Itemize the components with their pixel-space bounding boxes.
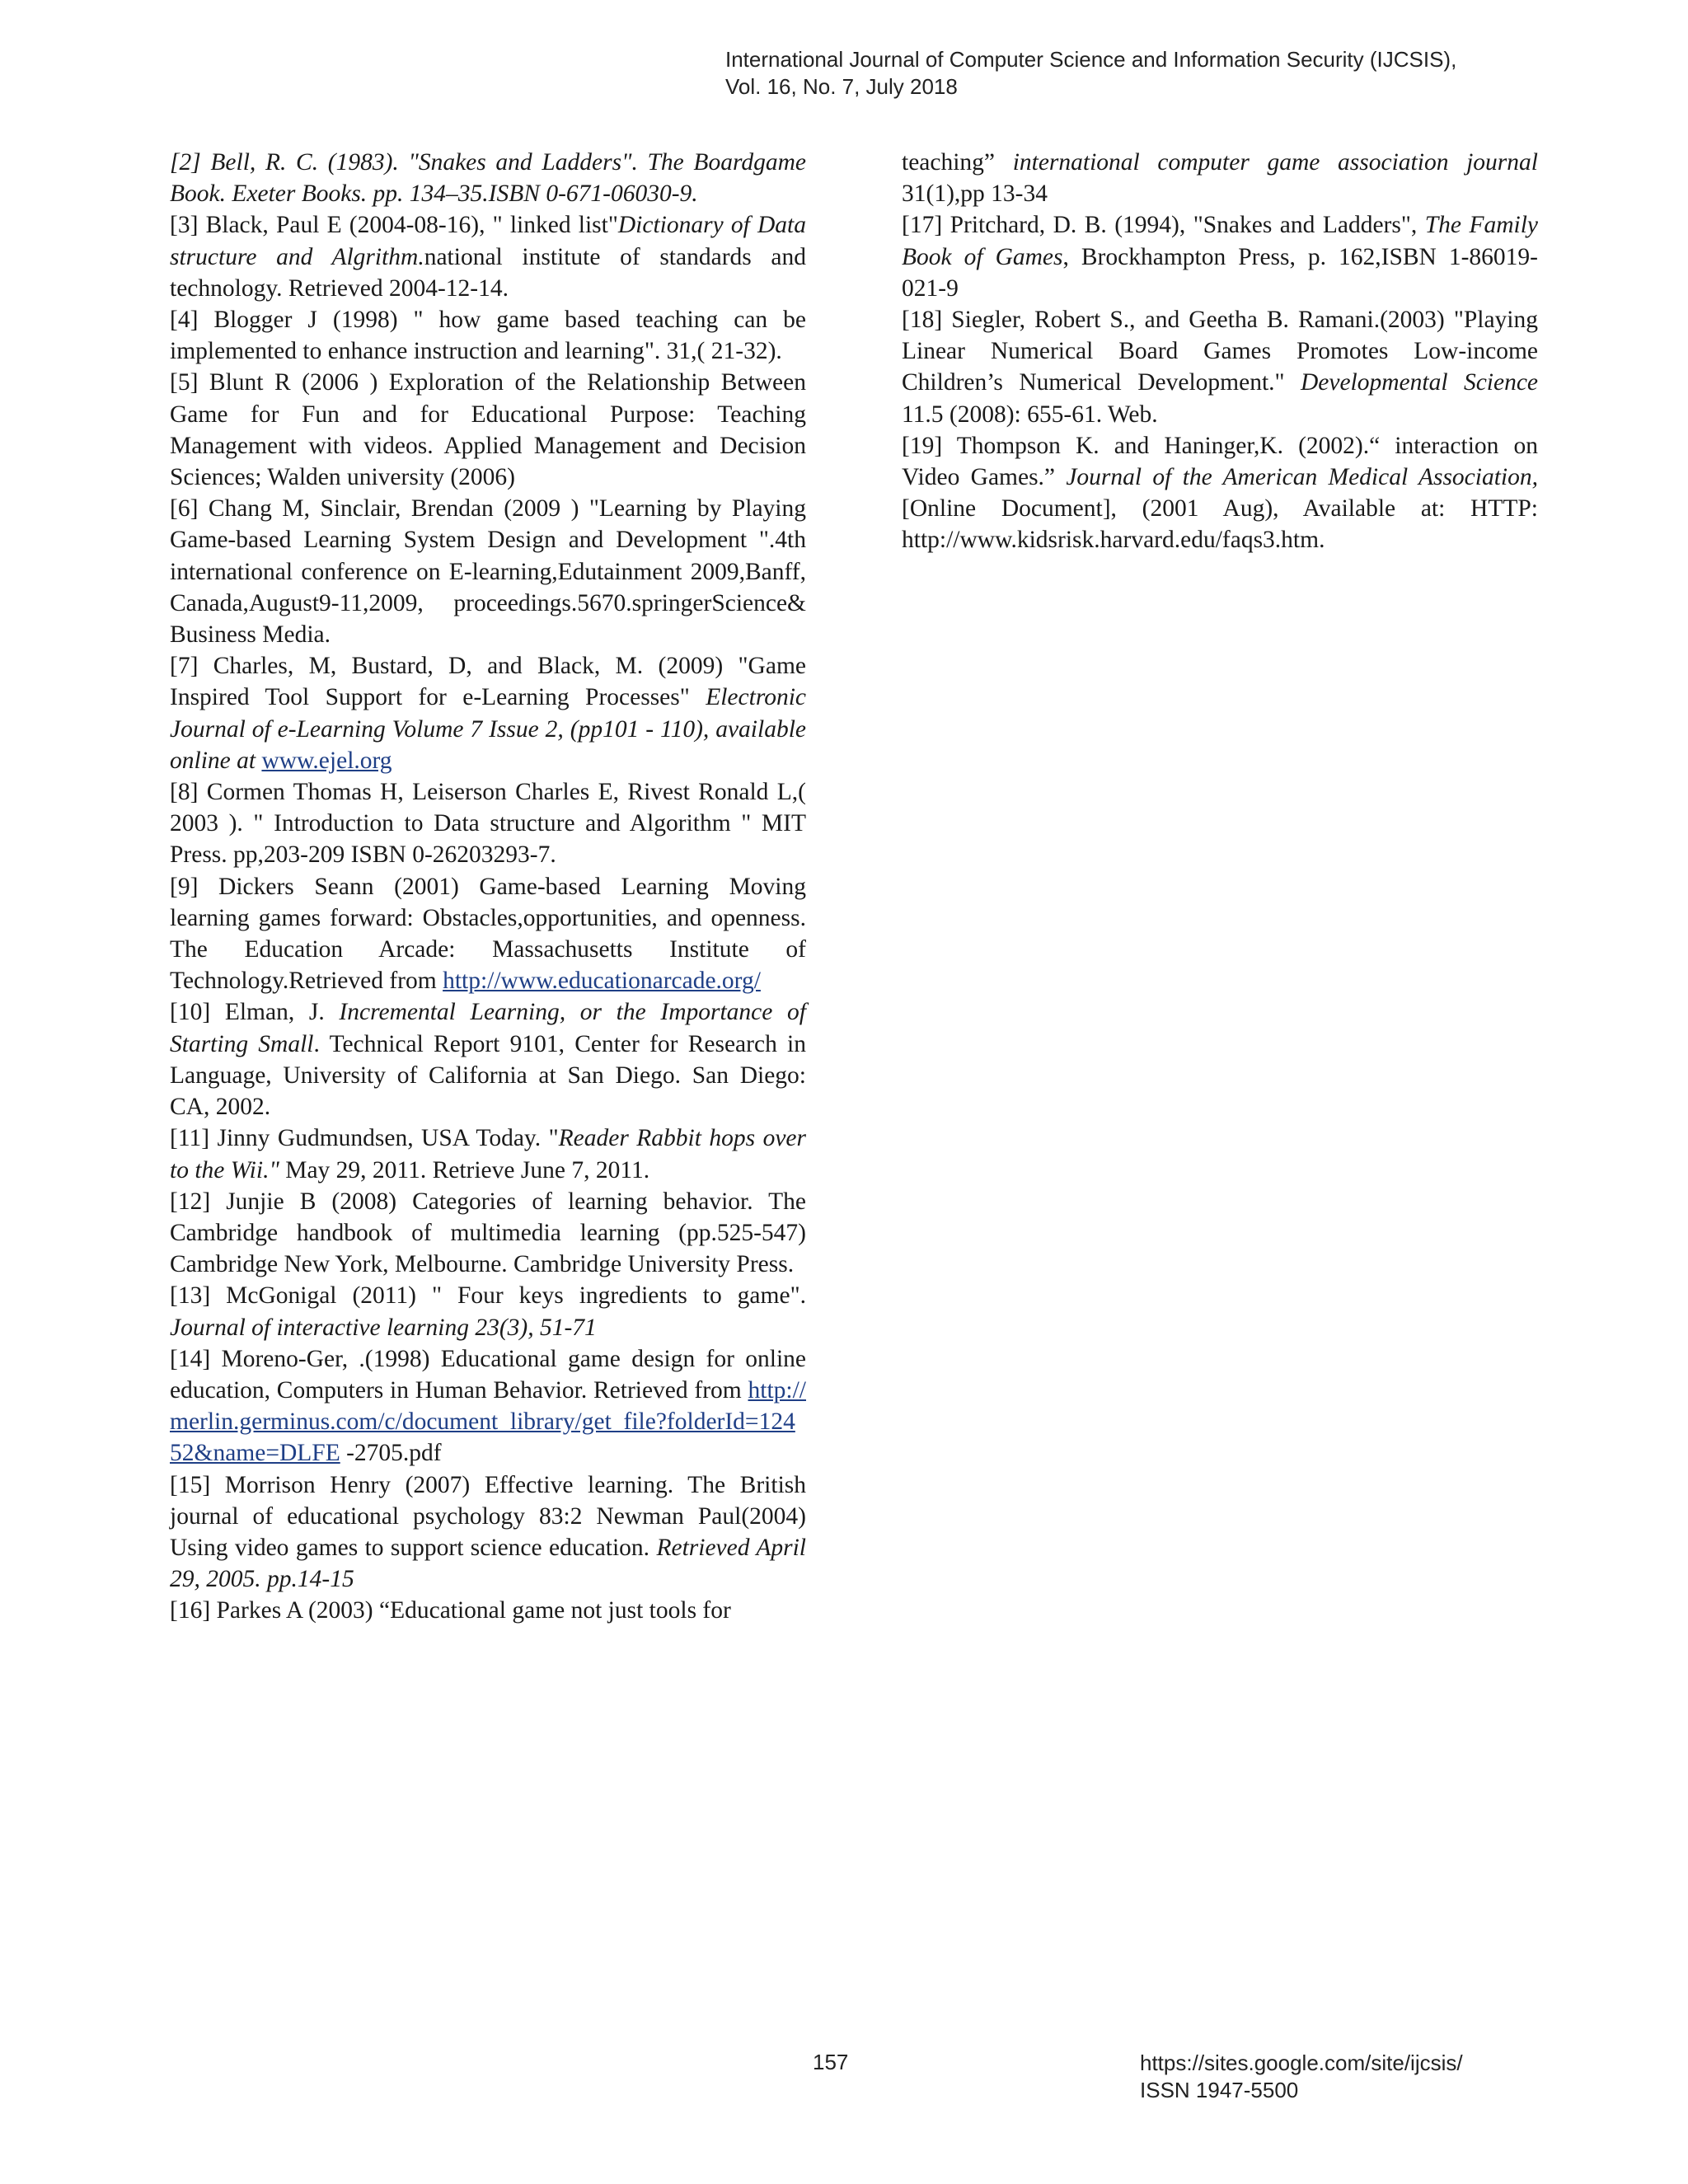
journal-header	[725, 46, 1456, 101]
reference-6: [6] Chang M, Sinclair, Brendan (2009 ) "Learning by Playing Game-based Learning System Design and Development ".4th international conference on E-learning,Edutainment 2009,Banff, Canada,August9-11,2009, proceedings.5670.springerScience& Business Media.	[170, 495, 806, 649]
page-number: 157	[813, 2050, 849, 2074]
reference-5: [5] Blunt R (2006 ) Exploration of the Relationship Between Game for Fun and for Educational Purpose: Teaching Management with videos. Applied Management and Decision Sciences; Walden university (2006)	[170, 369, 806, 491]
educationarcade-link[interactable]: http://www.educationarcade.org/	[443, 968, 761, 995]
reference-19: [19] Thompson K. and Haninger,K. (2002).“ interaction on Video Games.” Journal of the American Medical Association, [Online Document], (2001 Aug), Available at: HTTP: http://www.kidsrisk.harvard.edu/faqs3.htm.	[902, 432, 1538, 554]
reference-18: [18] Siegler, Robert S., and Geetha B. Ramani.(2003) "Playing Linear Numerical Board Games Promotes Low-income Children’s Numerical Development." Developmental Science 11.5 (2008): 655-61. Web.	[902, 307, 1539, 428]
reference-text: [2]	[170, 149, 211, 176]
ejel-link[interactable]: www.ejel.org	[261, 747, 392, 774]
reference-10: [10] Elman, J. Incremental Learning, or the Importance of Starting Small. Technical Report 9101, Center for Research in Language, University of California at San Diego. San Diego: CA, 2002.	[170, 999, 806, 1121]
reference-4: [4] Blogger J (1998) " how game based teaching can be implemented to enhance instruction and learning". 31,( 21-32).	[170, 307, 806, 365]
reference-italic: Bell, R. C. (1983). "Snakes and Ladders". The Boardgame Book. Exeter Books. pp. 134–35.ISBN 0-671-06030-9.	[170, 149, 806, 208]
journal-title: International Journal of Computer Science and Information Security (IJCSIS),	[725, 47, 1457, 72]
footer-info	[1140, 2050, 1463, 2104]
footer-url: https://sites.google.com/site/ijcsis/	[1140, 2050, 1463, 2075]
reference-16: [16] Parkes A (2003) “Educational game not just tools for	[170, 1597, 731, 1624]
reference-12: [12] Junjie B (2008) Categories of learning behavior. The Cambridge handbook of multimedia learning (pp.525-547) Cambridge New York, Melbourne. Cambridge University Press.	[170, 1188, 806, 1278]
reference-3: [3] Black, Paul E (2004-08-16), " linked list"Dictionary of Data structure and Algrithm.national institute of standards and technology. Retrieved 2004-12-14.	[170, 212, 806, 302]
reference-14: [14] Moreno-Ger, .(1998) Educational game design for online education, Computers in Human Behavior. Retrieved from http://merlin.germinus.com/c/document_library/get_file?folderId=12452&name=DLFE -2705.pdf	[170, 1345, 806, 1467]
footer-issn: ISSN 1947-5500	[1140, 2078, 1299, 2102]
reference-13: [13] McGonigal (2011) " Four keys ingredients to game". Journal of interactive learning 23(3), 51-71	[170, 1282, 806, 1341]
reference-15: [15] Morrison Henry (2007) Effective learning. The British journal of educational psychology 83:2 Newman Paul(2004) Using video games to support science education. Retrieved April 29, 2005. pp.14-15	[170, 1471, 806, 1593]
germinus-link[interactable]: http://merlin.germinus.com/c/document_library/get_file?folderId=12452&name=DLFE	[170, 1376, 806, 1467]
reference-7: [7] Charles, M, Bustard, D, and Black, M. (2009) "Game Inspired Tool Support for e-Learning Processes" Electronic Journal of e-Learning Volume 7 Issue 2, (pp101 - 110), available online at www.ejel.org	[170, 653, 806, 774]
reference-8: [8] Cormen Thomas H, Leiserson Charles E, Rivest Ronald L,( 2003 ). " Introduction to Data structure and Algorithm " MIT Press. pp,203-209 ISBN 0-26203293-7.	[170, 779, 806, 869]
reference-16-continued: teaching” international computer game association journal 31(1),pp 13-34	[902, 149, 1538, 208]
references-left-column	[170, 147, 806, 1627]
references-right-column	[902, 147, 1538, 556]
journal-volume: Vol. 16, No. 7, July 2018	[725, 74, 958, 99]
reference-11: [11] Jinny Gudmundsen, USA Today. "Reader Rabbit hops over to the Wii." May 29, 2011. Retrieve June 7, 2011.	[170, 1125, 806, 1183]
reference-17: [17] Pritchard, D. B. (1994), "Snakes and Ladders", The Family Book of Games, Brockhampton Press, p. 162,ISBN 1-86019-021-9	[902, 212, 1539, 302]
reference-9: [9] Dickers Seann (2001) Game-based Learning Moving learning games forward: Obstacles,opportunities, and openness. The Education Arcade: Massachusetts Institute of Technology.Retrieved from http://www.educationarcade.org/	[170, 873, 806, 995]
reference-2	[170, 147, 806, 209]
